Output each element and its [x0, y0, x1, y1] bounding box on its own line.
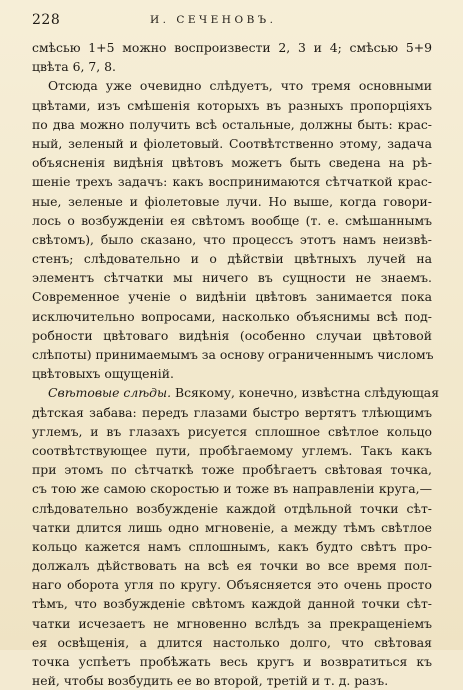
- text-line: исключительно вопросами, насколько объяснимы всѣ под-: [32, 308, 432, 324]
- text-line: слѣдовательно возбужденіе каждой отдѣльной точки сѣт-: [32, 500, 432, 516]
- text-line: ный, зеленый и фіолетовый. Соотвѣтственно этому, задача: [32, 135, 432, 151]
- paragraph-start-line: Отсюда уже очевидно слѣдуетъ, что тремя основными: [48, 78, 432, 94]
- text-line-rest: Всякому, конечно, извѣстна слѣдующая: [171, 385, 440, 401]
- text-line: лось о возбужденіи ея свѣтомъ вообще (т. е. смѣшаннымъ: [32, 212, 432, 228]
- text-line: должалъ дѣйствовать на всѣ ея точки во все время пол-: [32, 558, 432, 574]
- page-header: [0, 12, 463, 32]
- text-line: тѣмъ, что возбужденіе свѣтомъ каждой данной точки сѣт-: [32, 596, 432, 612]
- text-line: объясненія видѣнія цвѣтовъ можетъ быть сведена на рѣ-: [32, 155, 432, 171]
- text-line: чатки исчезаетъ не мгновенно вслѣдъ за прекращеніемъ: [32, 615, 432, 631]
- text-line: точка успѣетъ пробѣжать весь кругъ и возвратиться къ: [32, 654, 432, 669]
- text-line: дѣтская забава: передъ глазами быстро вертятъ тлѣющимъ: [32, 404, 432, 420]
- section-run-in-heading: Свѣтовые слѣды.: [48, 385, 172, 401]
- text-line: шеніе трехъ задачъ: какъ воспринимаются сѣтчаткой крас-: [32, 174, 432, 190]
- text-line: Современное ученіе о видѣніи цвѣтовъ занимается пока: [32, 289, 432, 305]
- section-heading-line: [32, 383, 440, 402]
- text-line: стенъ; слѣдовательно и о дѣйствіи цвѣтныхъ лучей на: [32, 251, 432, 267]
- text-line: ея освѣщенія, а длится настолько долго, что свѣтовая: [32, 634, 432, 650]
- text-line: слѣпоты) принимаемымъ за основу ограниченнымъ числомъ: [32, 347, 434, 362]
- running-head: И. СЕЧЕНОВЪ.: [150, 14, 277, 26]
- text-line: цвѣтовыхъ ощущеній.: [32, 366, 174, 382]
- text-line: робности цвѣтоваго видѣнія (особенно случаи цвѣтовой: [32, 327, 432, 343]
- text-line: углемъ, и въ глазахъ рисуется сплошное свѣтлое кольцо: [32, 423, 432, 439]
- text-line: смѣсью 1+5 можно воспроизвести 2, 3 и 4; смѣсью 5+9: [32, 40, 432, 55]
- text-line: элементъ сѣтчатки мы ничего въ сущности не знаемъ.: [32, 270, 432, 286]
- text-line: чатки длится лишь одно мгновеніе, а между тѣмъ свѣтлое: [32, 519, 432, 535]
- text-line: по два можно получить всѣ остальные, должны быть: крас-: [32, 116, 432, 132]
- text-line: ные, зеленые и фіолетовые лучи. Но выше, когда говори-: [32, 193, 432, 209]
- text-line: цвѣтами, изъ смѣшенія которыхъ въ разныхъ пропорціяхъ: [32, 97, 432, 113]
- text-line: соотвѣтствующее пути, пробѣгаемому углемъ. Такъ какъ: [32, 442, 432, 458]
- text-line: свѣтомъ), было сказано, что процессъ этотъ намъ неизвѣ-: [32, 231, 432, 247]
- text-line: наго оборота угля по кругу. Объясняется это очень просто: [32, 577, 432, 593]
- text-line: кольцо кажется намъ сплошнымъ, какъ будто свѣтъ про-: [32, 538, 432, 554]
- text-line: ней, чтобы возбудить ее во второй, третій и т. д. разъ.: [32, 673, 389, 689]
- text-line: цвѣта 6, 7, 8.: [32, 59, 116, 75]
- page-number: 228: [32, 12, 61, 28]
- text-line: при этомъ по сѣтчаткѣ тоже пробѣгаетъ свѣтовая точка,: [32, 462, 432, 478]
- text-line: съ тою же самою скоростью и тоже въ направленіи круга,—: [32, 481, 432, 497]
- body-text: [32, 38, 440, 690]
